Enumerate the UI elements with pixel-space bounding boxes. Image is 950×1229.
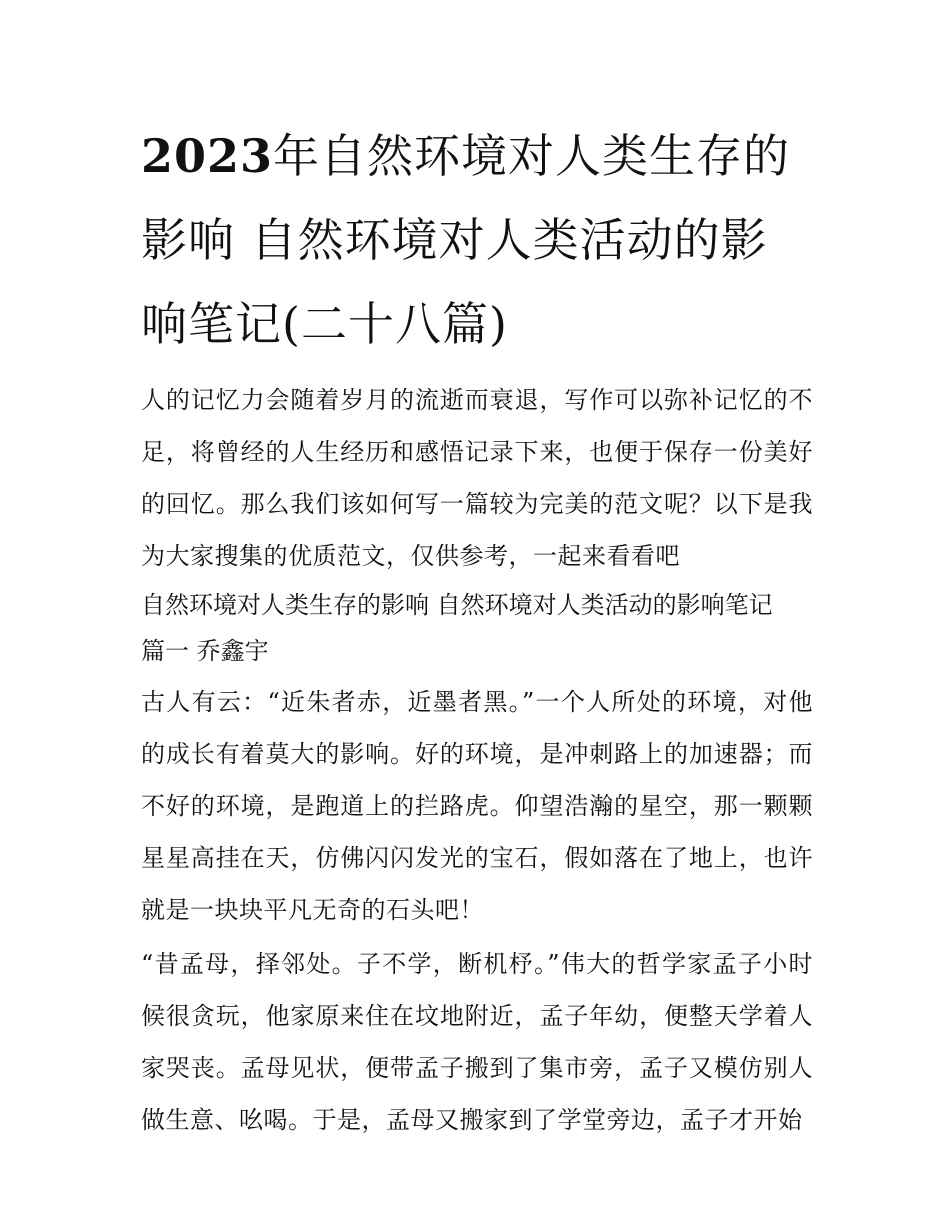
body-paragraph-1: 古人有云：“近朱者赤，近墨者黑。”一个人所处的环境，对他的成长有着莫大的影响。好的环境，是冲刺路上的加速器；而不好的环境，是跑道上的拦路虎。仰望浩瀚的星空，那一颗颗星星高挂在天，仿佛闪闪发光的宝石，假如落在了地上，也许就是一块块平凡无奇的石头吧！ [141, 688, 813, 924]
section-author: 篇一 乔鑫宇 [141, 637, 269, 665]
body-paragraph-2: “昔孟母，择邻处。子不学，断机杼。”伟大的哲学家孟子小时候很贪玩，他家原来住在坟地附近，孟子年幼，便整天学着人家哭丧。孟母见状，便带孟子搬到了集市旁，孟子又模仿别人做生意、吆喝。于是，孟母又搬家到了学堂旁边，孟子才开始 [141, 950, 813, 1134]
title-year: 2023 [141, 129, 274, 183]
title-text: 年自然环境对人类生存的影响 自然环境对人类活动的影响笔记(二十八篇) [141, 129, 791, 351]
document-page [141, 114, 813, 1146]
section-heading: 自然环境对人类生存的影响 自然环境对人类活动的影响笔记 [141, 591, 773, 619]
document-title [141, 114, 813, 366]
intro-paragraph: 人的记忆力会随着岁月的流逝而衰退，写作可以弥补记忆的不足，将曾经的人生经历和感悟记录下来，也便于保存一份美好的回忆。那么我们该如何写一篇较为完美的范文呢？以下是我为大家搜集的优质范文，仅供参考，一起来看看吧 [141, 386, 813, 570]
